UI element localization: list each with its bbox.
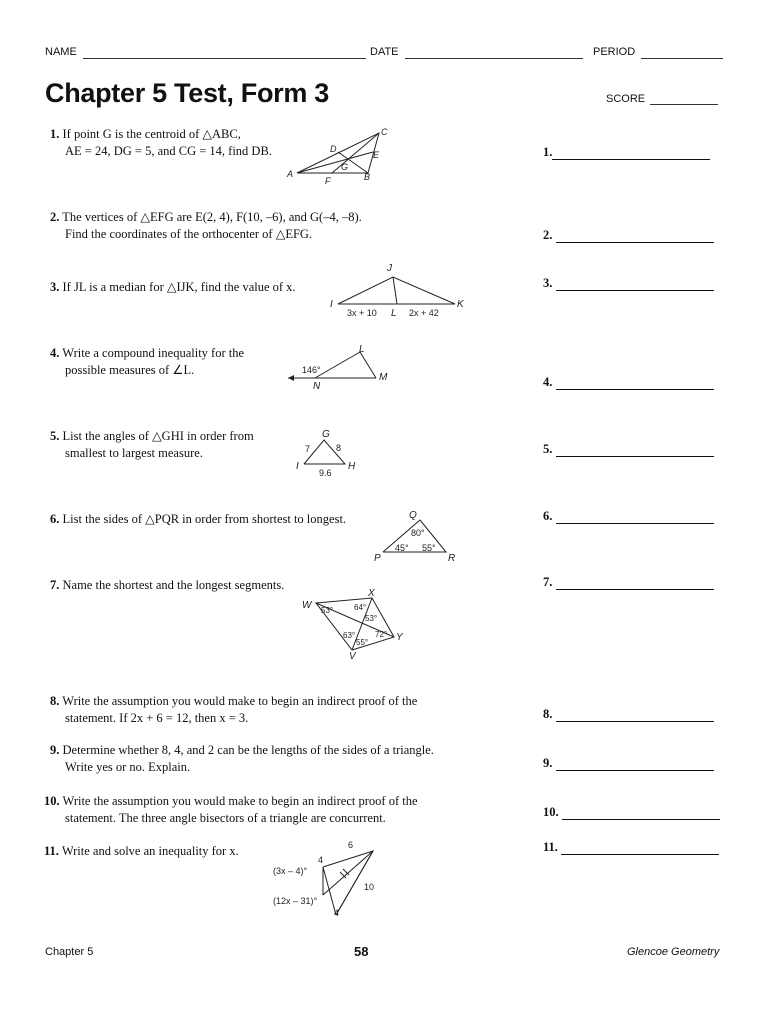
fig4-label-l: L [359,344,365,355]
fig11-angle-2: (12x – 31)° [273,896,318,906]
page-title: Chapter 5 Test, Form 3 [45,78,329,108]
fig5-side-96: 9.6 [319,468,332,478]
fig7-label-x: X [368,588,375,599]
fig6-label-p: P [374,553,381,564]
question-9: 9. Determine whether 8, 4, and 2 can be the lengths of the sides of a triangle. Write yes or no. Explain. [50,743,434,774]
footer-chapter: Chapter 5 [45,946,94,958]
question-5: 5. List the angles of △GHI in order from smallest to largest measure. [50,429,254,460]
fig6-label-r: R [448,553,456,564]
fig1-label-f: F [325,176,331,186]
fig11-side-6: 6 [348,840,354,850]
fig11-side-4a: 4 [318,855,324,865]
answer-4[interactable]: 4. [543,375,714,390]
question-2: 2. The vertices of △EFG are E(2, 4), F(10, –6), and G(–4, –8). Find the coordinates of the orthocenter of △EFG. [50,210,362,241]
answer-2[interactable]: 2. [543,228,714,243]
figure-3-triangle [338,277,455,304]
fig4-label-n: N [313,381,321,392]
fig3-label-k: K [457,299,464,310]
fig3-expr-right: 2x + 42 [409,308,439,318]
answer-11[interactable]: 11. [543,840,719,855]
fig1-label-d: D [330,144,337,154]
fig7-label-v: V [349,651,356,662]
question-8: 8. Write the assumption you would make to begin an indirect proof of the statement. If 2x + 6 = 12, then x = 3. [50,694,418,725]
fig3-label-l: L [391,308,397,319]
fig3-label-i: I [330,299,333,310]
period-label: PERIOD [593,46,636,58]
fig1-label-g: G [341,162,349,172]
fig11-side-4b: 4 [334,908,340,918]
fig4-angle: 146° [302,365,321,375]
fig7-label-w: W [302,600,312,611]
fig11-angle-1: (3x – 4)° [273,866,308,876]
answer-5[interactable]: 5. [543,442,714,457]
fig3-label-j: J [387,263,392,274]
fig3-expr-left: 3x + 10 [347,308,377,318]
fig1-label-a: A [287,169,294,179]
fig5-label-i: I [296,461,299,472]
figure-1-triangle [297,133,379,173]
fig7-angle-3: 53° [365,614,378,623]
fig1-label-b: B [364,172,371,182]
fig4-label-m: M [379,372,388,383]
fig5-label-g: G [322,429,330,440]
question-6: 6. List the sides of △PQR in order from shortest to longest. [50,512,347,526]
fig6-angle-r: 55° [422,543,436,553]
name-label: NAME [45,46,77,58]
fig7-label-y: Y [396,632,403,643]
fig7-angle-6: 55° [356,638,369,647]
answer-6[interactable]: 6. [543,509,714,524]
fig5-side-8: 8 [336,443,342,453]
question-3: 3. If JL is a median for △IJK, find the value of x. [50,280,296,294]
fig7-angle-4: 72° [375,630,388,639]
fig6-label-q: Q [409,510,417,521]
footer-publisher: Glencoe Geometry [627,946,720,958]
footer-page-number: 58 [354,944,369,959]
answer-1[interactable]: 1. [543,145,710,160]
fig7-angle-5: 63° [343,631,356,640]
date-label: DATE [370,46,399,58]
fig7-angle-1: 53° [321,606,334,615]
fig11-side-10: 10 [364,882,375,892]
answer-7[interactable]: 7. [543,575,714,590]
question-1: 1. If point G is the centroid of △ABC, AE = 24, DG = 5, and CG = 14, find DB. [50,127,272,158]
question-4: 4. Write a compound inequality for the possible measures of ∠L. [50,346,245,377]
fig6-angle-q: 80° [411,528,425,538]
answer-9[interactable]: 9. [543,756,714,771]
answer-8[interactable]: 8. [543,707,714,722]
question-10: 10. Write the assumption you would make to begin an indirect proof of the statement. The three angle bisectors of a triangle are concurrent. [44,794,418,825]
question-11: 11. Write and solve an inequality for x. [44,844,239,858]
question-7: 7. Name the shortest and the longest segments. [50,578,285,592]
fig5-side-7: 7 [305,444,311,454]
answer-3[interactable]: 3. [543,276,714,291]
fig1-label-e: E [373,150,380,160]
answer-10[interactable]: 10. [543,805,720,820]
fig5-label-h: H [348,461,356,472]
fig1-label-c: C [381,127,388,137]
score-label: SCORE [606,93,646,105]
fig6-angle-p: 45° [395,543,409,553]
fig7-angle-2: 64° [354,603,367,612]
